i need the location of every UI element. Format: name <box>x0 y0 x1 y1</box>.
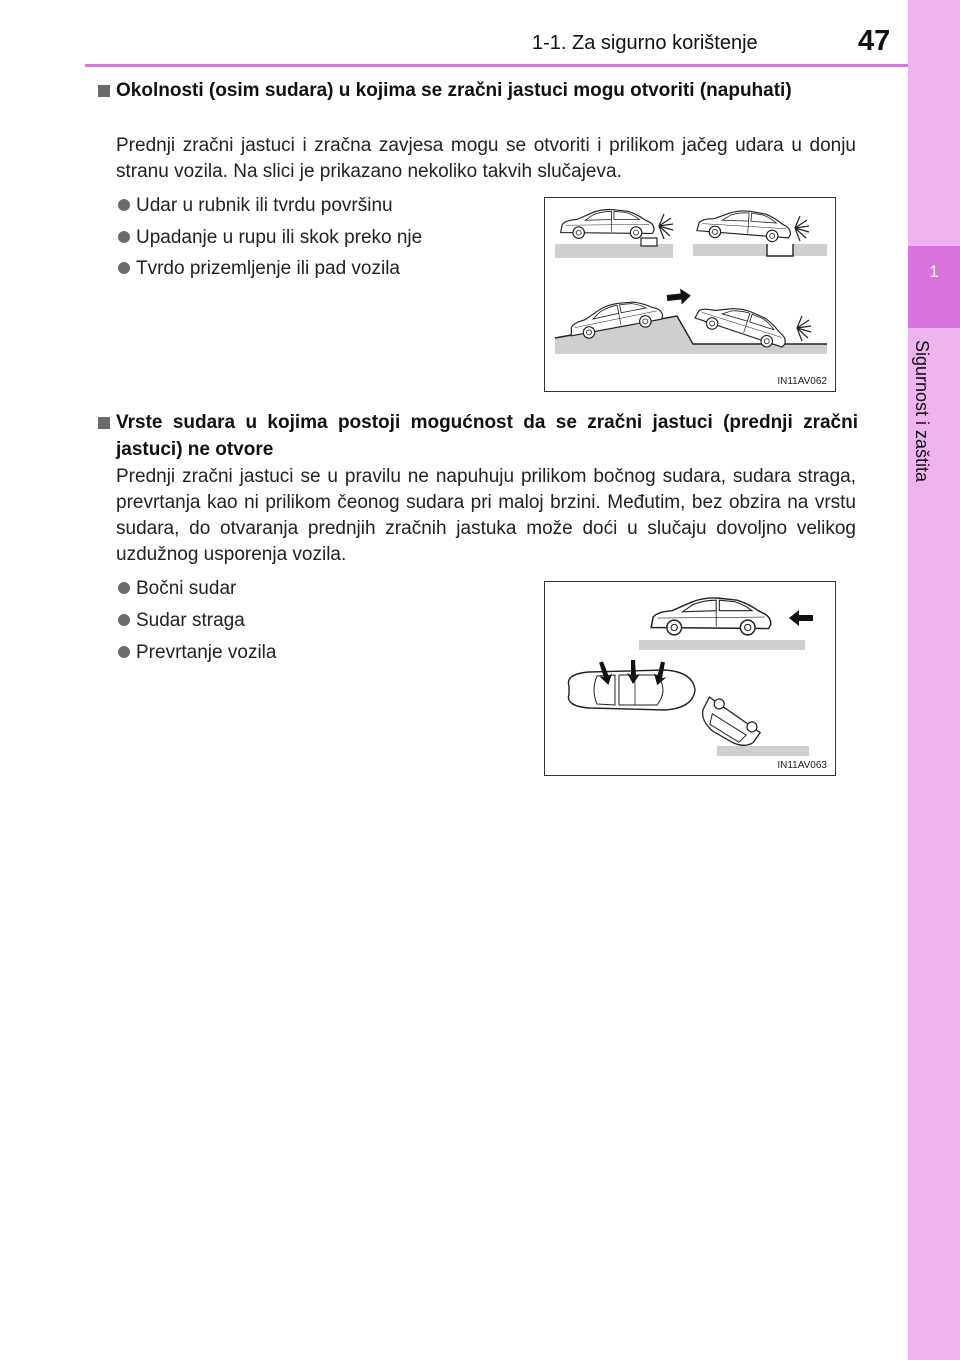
header-rule <box>85 64 908 67</box>
car-rear-collision-icon <box>651 598 771 635</box>
arrow-right-icon <box>666 288 692 306</box>
round-bullet-icon <box>118 231 130 243</box>
round-bullet-icon <box>118 262 130 274</box>
page-number: 47 <box>858 25 891 57</box>
section2-heading-text: Vrste sudara u kojima postoji mogućnost da se zračni jastuci (prednji zračni jastuci) ne otvore <box>116 412 858 460</box>
car-rollover-icon <box>694 693 763 754</box>
square-bullet-icon <box>98 417 110 429</box>
section-title: 1-1. Za sigurno korištenje <box>532 32 758 54</box>
list-item-text: Sudar straga <box>136 610 245 631</box>
section1-body: Prednji zračni jastuci i zračna zavjesa mogu se otvoriti i prilikom jačeg udara u donju stranu vozila. Na slici je prikazano nekoliko takvih slučajeva. <box>116 135 856 182</box>
list-item-text: Bočni sudar <box>136 578 237 599</box>
ground <box>717 746 809 756</box>
impact-burst-icon <box>795 216 809 241</box>
section2-heading <box>98 409 858 463</box>
curb <box>641 238 657 246</box>
list-item <box>118 576 236 602</box>
list-item <box>118 608 245 634</box>
list-item <box>118 256 400 282</box>
no-deploy-illustration <box>545 582 835 775</box>
list-item <box>118 225 422 251</box>
round-bullet-icon <box>118 199 130 211</box>
section2-body: Prednji zračni jastuci se u pravilu ne napuhuju prilikom bočnog sudara, sudara straga, prevrtanja kao ni prilikom čeonog sudara pri maloj brzini. Međutim, bez obzira na vrstu sudara, do otvaranja prednjih zračnih jastuka može doći u slučaju dovoljno velikog uzdužnog usporenja vozila. <box>116 466 856 565</box>
square-bullet-icon <box>98 85 110 97</box>
chapter-tab[interactable] <box>908 246 960 328</box>
side-strip <box>908 0 960 1360</box>
figure-underbody-impact <box>544 197 836 392</box>
chapter-label-text: Sigurnost i zaštita <box>912 340 932 483</box>
list-item <box>118 640 276 666</box>
section1-heading-text: Okolnosti (osim sudara) u kojima se zračni jastuci mogu otvoriti (napuhati) <box>116 80 792 101</box>
figure-code: IN11AV062 <box>777 376 827 387</box>
round-bullet-icon <box>118 614 130 626</box>
list-item-text: Upadanje u rupu ili skok preko nje <box>136 227 423 248</box>
list-item-text: Prevrtanje vozila <box>136 642 277 663</box>
figure-no-deploy-collisions <box>544 581 836 776</box>
list-item <box>118 193 393 219</box>
arrow-left-icon <box>789 610 813 626</box>
list-item-text: Udar u rubnik ili tvrdu površinu <box>136 195 393 216</box>
round-bullet-icon <box>118 646 130 658</box>
ground <box>639 640 805 650</box>
round-bullet-icon <box>118 582 130 594</box>
impact-burst-icon <box>659 214 673 239</box>
impact-burst-icon <box>797 316 811 341</box>
car-pothole-icon <box>697 208 792 243</box>
section1-heading <box>98 77 858 104</box>
list-item-text: Tvrdo prizemljenje ili pad vozila <box>136 258 400 279</box>
underbody-impact-illustration <box>545 198 835 391</box>
ground-pothole <box>693 244 827 256</box>
chapter-number: 1 <box>929 262 939 281</box>
car-curb-icon <box>561 210 654 239</box>
figure-code: IN11AV063 <box>777 760 827 771</box>
